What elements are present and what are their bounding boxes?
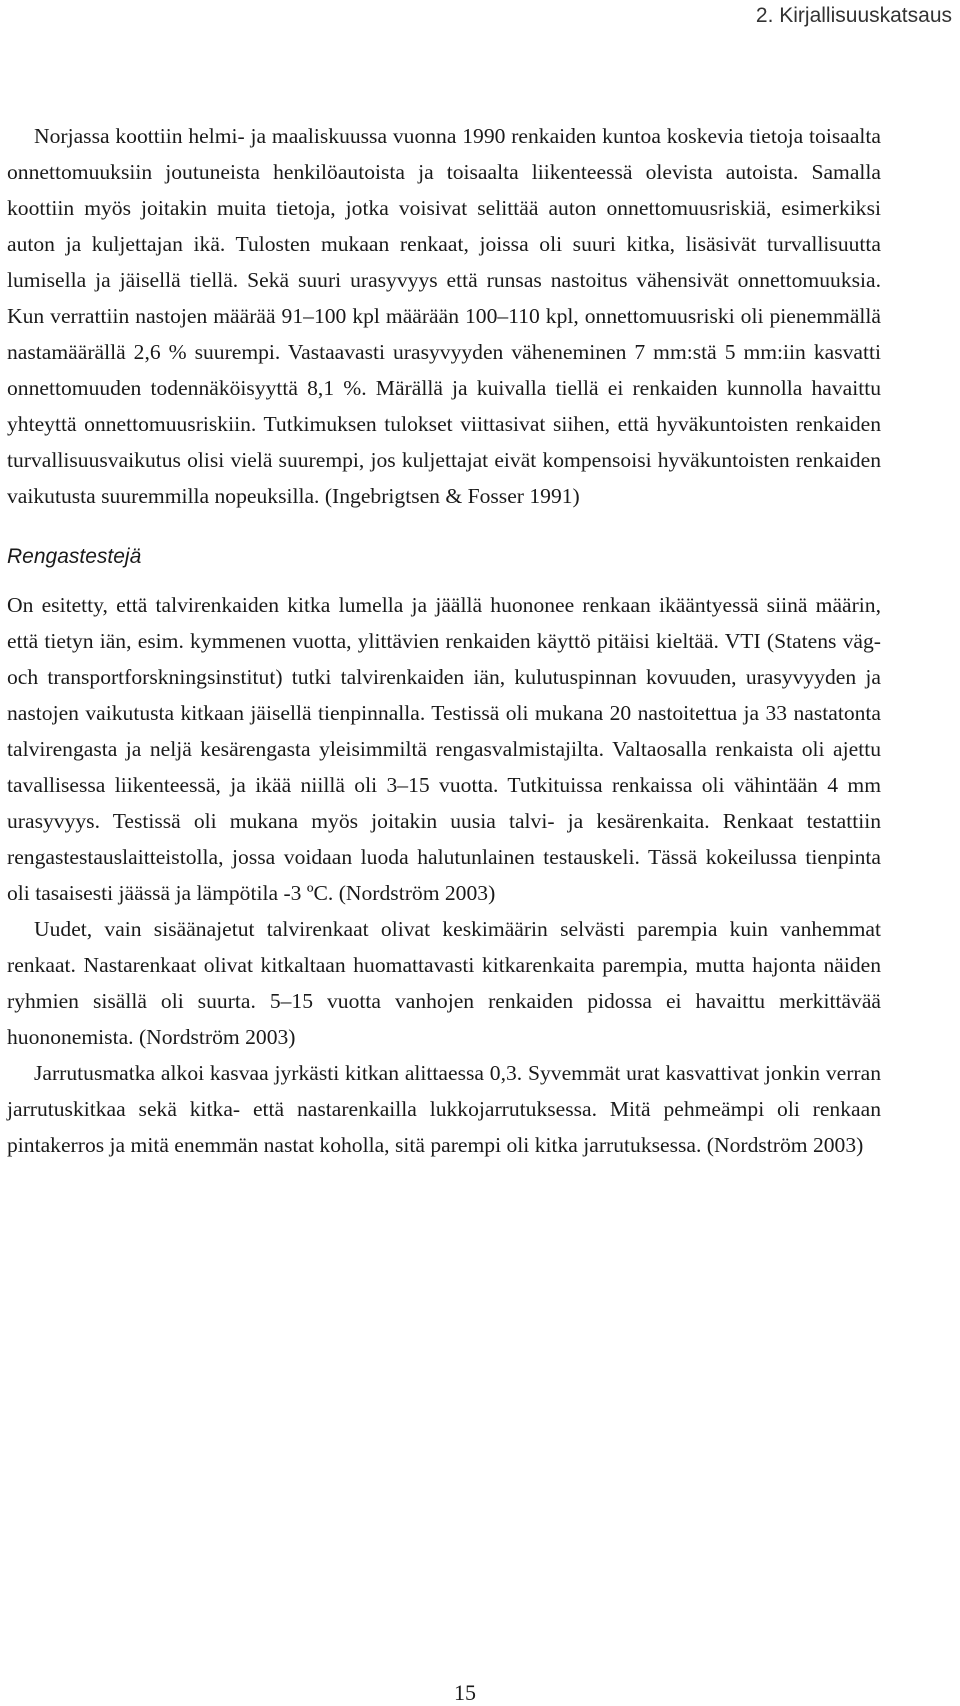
page-number: 15 — [454, 1680, 476, 1705]
paragraph-braking-distance: Jarrutusmatka alkoi kasvaa jyrkästi kitkan alittaessa 0,3. Syvemmät urat kasvattivat jonkin verran jarrutuskitkaa sekä kitka- että nastarenkailla lukkojarrutuksessa. Mitä pehmeämpi oli renkaan pintakerros ja mitä enemmän nastat koholla, sitä parempi oli kitka jarrutuksessa. (Nordström 2003) — [7, 1061, 881, 1158]
running-header: 2. Kirjallisuuskatsaus — [755, 4, 952, 27]
page-body — [7, 118, 881, 1163]
paragraph-new-tyres: Uudet, vain sisäänajetut talvirenkaat olivat keskimäärin selvästi parempia kuin vanhemmat renkaat. Nastarenkaat olivat kitkaltaan huomattavasti kitkarenkaita parempia, mutta hajonta näiden ryhmien sisällä oli suurta. 5–15 vuotta vanhojen renkaiden pidossa ei havaittu merkittävää huononemista. (Nordström 2003) — [7, 916, 881, 1050]
paragraph-norway-study: Norjassa koottiin helmi- ja maaliskuussa vuonna 1990 renkaiden kuntoa koskevia tietoja toisaalta onnettomuuksiin joutuneista henkilöautoista ja toisaalta liikenteessä olevista autoista. Samalla koottiin myös joitakin muita tietoja, jotka voisivat selittää auton onnettomuusriskiä, esimerkiksi auton ja kuljettajan ikä. Tulosten mukaan renkaat, joissa oli suuri kitka, lisäsivät turvallisuutta lumisella ja jäisellä tiellä. Sekä suuri urasyvyys että runsas nastoitus vähensivät onnettomuuksia. Kun verrattiin nastojen määrää 91–100 kpl määrään 100–110 kpl, onnettomuusriski oli pienemmällä nastamäärällä 2,6 % suurempi. Vastaavasti urasyvyyden väheneminen 7 mm:stä 5 mm:iin kasvatti onnettomuuden todennäköisyyttä 8,1 %. Märällä ja kuivalla tiellä ei renkaiden kunnolla havaittu yhteyttä onnettomuusriskiin. Tutkimuksen tulokset viittasivat siihen, että hyväkuntoisten renkaiden turvallisuusvaikutus olisi vielä suurempi, jos kuljettajat eivät kompensoisi hyväkuntoisten renkaiden vaikutusta suuremmilla nopeuksilla. (Ingebrigtsen & Fosser 1991) — [7, 124, 881, 509]
paragraph-vti-test: On esitetty, että talvirenkaiden kitka lumella ja jäällä huononee renkaan ikääntyessä siinä määrin, että tietyn iän, esim. kymmenen vuotta, ylittävien renkaiden käyttö pitäisi kieltää. VTI (Statens väg-och transportforskningsinstitut) tutki talvirenkaiden iän, kulutuspinnan kovuuden, urasyvyyden ja nastojen vaikutusta kitkaan jäisellä tienpinnalla. Testissä oli mukana 20 nastoitettua ja 33 nastatonta talvirengasta ja neljä kesärengasta yleisimmiltä rengasvalmistajilta. Valtaosalla renkaista oli ajettu tavallisessa liikenteessä, ja ikää niillä oli 3–15 vuotta. Tutkituissa renkaissa oli vähintään 4 mm urasyvyys. Testissä oli mukana myös joitakin uusia talvi- ja kesärenkaita. Renkaat testattiin rengastestauslaitteistolla, jossa voidaan luoda halutunlainen testauskeli. Tässä kokeilussa tienpinta oli tasaisesti jäässä ja lämpötila -3 ºC. (Nordström 2003) — [7, 592, 881, 905]
section-heading: Rengastestejä — [7, 544, 142, 568]
